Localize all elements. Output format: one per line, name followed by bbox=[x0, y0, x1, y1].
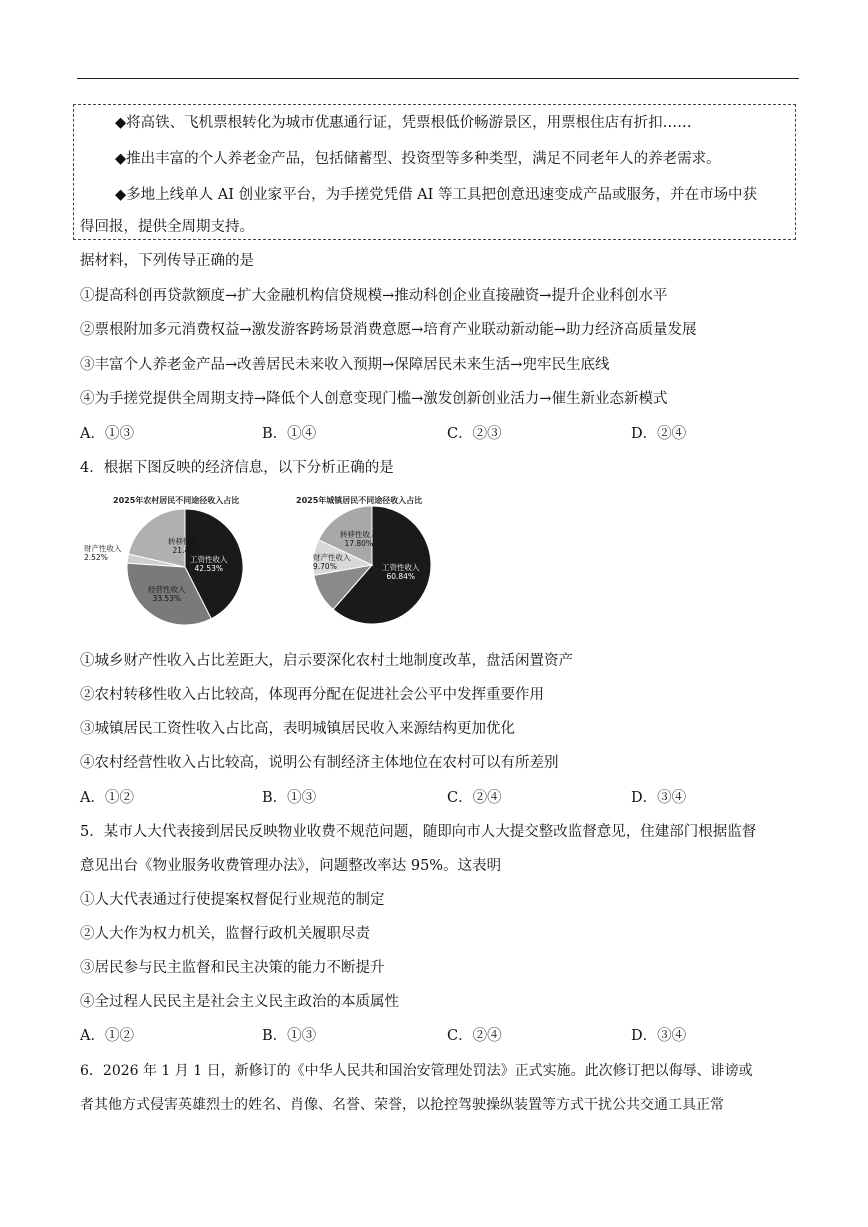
pie-urban-label-wage bbox=[382, 563, 420, 581]
pie-rural-label-operating bbox=[148, 585, 186, 603]
q5-statement-2: ②人大作为权力机关，监督行政机关履职尽责 bbox=[80, 926, 370, 942]
pie-rural-label-wage bbox=[190, 555, 228, 573]
q3-option-a: A．①③ bbox=[80, 426, 134, 442]
q5-stem-1: 5．某市人大代表接到居民反映物业收费不规范问题，随即向市人大提交整改监督意见，住建部门根据监督 bbox=[80, 824, 757, 840]
q4-option-a: A．①② bbox=[80, 790, 134, 806]
header-rule bbox=[77, 78, 799, 79]
q5-statement-1: ①人大代表通过行使提案权督促行业规范的制定 bbox=[80, 892, 385, 908]
q3-statement-1: ①提高科创再贷款额度→扩大金融机构信贷规模→推动科创企业直接融资→提升企业科创水平 bbox=[80, 288, 668, 304]
pie-urban-label-transfer bbox=[340, 530, 378, 548]
q4-option-d: D．③④ bbox=[631, 790, 687, 806]
q4-statement-4: ④农村经营性收入占比较高，说明公有制经济主体地位在农村可以有所差别 bbox=[80, 755, 559, 771]
material-bullet-2: ◆推出丰富的个人养老金产品，包括储蓄型、投资型等多种类型，满足不同老年人的养老需求。 bbox=[115, 151, 721, 167]
label-name: 转移性收入 bbox=[168, 537, 206, 546]
label-name: 工资性收入 bbox=[190, 555, 228, 564]
label-value: 9.70% bbox=[313, 562, 337, 571]
q5-option-d: D．③④ bbox=[631, 1028, 687, 1044]
q5-statement-3: ③居民参与民主监督和民主决策的能力不断提升 bbox=[80, 960, 385, 976]
pie-urban-label-property bbox=[313, 553, 351, 571]
q4-statement-2: ②农村转移性收入占比较高，体现再分配在促进社会公平中发挥重要作用 bbox=[80, 687, 544, 703]
q3-option-d: D．②④ bbox=[631, 426, 687, 442]
q4-statement-1: ①城乡财产性收入占比差距大，启示要深化农村土地制度改革，盘活闲置资产 bbox=[80, 653, 573, 669]
label-name: 经营性收入 bbox=[148, 585, 186, 594]
label-name: 转移性收入 bbox=[340, 530, 378, 539]
q6-line-2: 者其他方式侵害英雄烈士的姓名、肖像、名誉、荣誉，以抢控驾驶操纵装置等方式干扰公共交通工具正常 bbox=[80, 1097, 724, 1113]
material-bullet-1: ◆将高铁、飞机票根转化为城市优惠通行证，凭票根低价畅游景区，用票根住店有折扣…… bbox=[115, 115, 692, 131]
label-name: 财产性收入 bbox=[313, 553, 351, 562]
label-name: 财产性收入 bbox=[84, 544, 122, 553]
q3-stem: 据材料，下列传导正确的是 bbox=[80, 253, 254, 269]
label-value: 17.80% bbox=[344, 539, 374, 548]
q5-option-b: B．①③ bbox=[262, 1028, 317, 1044]
label-value: 2.52% bbox=[84, 553, 108, 562]
q4-option-b: B．①③ bbox=[262, 790, 317, 806]
material-bullet-3-cont: 得回报，提供全周期支持。 bbox=[80, 219, 254, 235]
q5-statement-4: ④全过程人民民主是社会主义民主政治的本质属性 bbox=[80, 994, 399, 1010]
pie-rural-label-property bbox=[84, 544, 122, 562]
label-value: 33.53% bbox=[152, 594, 182, 603]
label-value: 42.53% bbox=[194, 564, 224, 573]
q3-statement-4: ④为手搓党提供全周期支持→降低个人创意变现门槛→激发创新创业活力→催生新业态新模式 bbox=[80, 391, 668, 407]
q3-option-c: C．②③ bbox=[447, 426, 502, 442]
material-bullet-3: ◆多地上线单人 AI 创业家平台，为手搓党凭借 AI 等工具把创意迅速变成产品或服务，并在市场中获 bbox=[115, 187, 757, 203]
label-value: 60.84% bbox=[386, 572, 416, 581]
pie-urban-title: 2025年城镇居民不同途径收入占比 bbox=[296, 496, 423, 505]
q4-statement-3: ③城镇居民工资性收入占比高，表明城镇居民收入来源结构更加优化 bbox=[80, 721, 515, 737]
q5-option-c: C．②④ bbox=[447, 1028, 502, 1044]
q4-stem: 4．根据下图反映的经济信息，以下分析正确的是 bbox=[80, 460, 394, 476]
label-value: 21.40% bbox=[172, 546, 202, 555]
label-name: 工资性收入 bbox=[382, 563, 420, 572]
q5-stem-2: 意见出台《物业服务收费管理办法》，问题整改率达 95%。这表明 bbox=[80, 858, 502, 874]
q6-line-1: 6．2026 年 1 月 1 日，新修订的《中华人民共和国治安管理处罚法》正式实施。此次修订把以侮辱、诽谤或 bbox=[80, 1063, 753, 1079]
q3-option-b: B．①④ bbox=[262, 426, 317, 442]
q3-statement-2: ②票根附加多元消费权益→激发游客跨场景消费意愿→培育产业联动新动能→助力经济高质量发展 bbox=[80, 322, 697, 338]
q4-option-c: C．②④ bbox=[447, 790, 502, 806]
pie-rural-title: 2025年农村居民不同途径收入占比 bbox=[113, 496, 240, 505]
q3-statement-3: ③丰富个人养老金产品→改善居民未来收入预期→保障居民未来生活→兜牢民生底线 bbox=[80, 357, 610, 373]
pie-rural-label-transfer bbox=[168, 537, 206, 555]
q5-option-a: A．①② bbox=[80, 1028, 134, 1044]
